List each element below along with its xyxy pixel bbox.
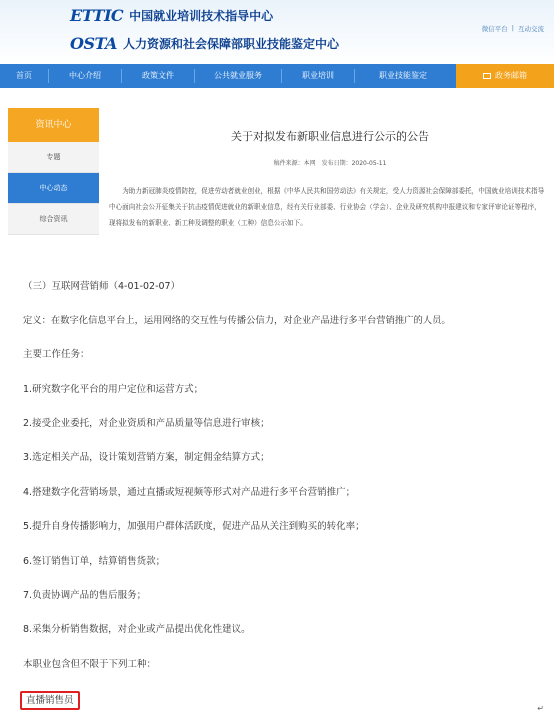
nav-skill-assessment[interactable]: 职业技能鉴定 — [379, 71, 427, 80]
article-lead: 为助力新冠肺炎疫情防控，促进劳动者就业创业，根据《中华人民共和国劳动法》有关规定，受人力资源社会保障部委托，中国就业培训技术指导中心面向社会公开征集关于抗击疫情促进就业的新职业信息，经有关行业部委、行业协会（学会）、企业及研究机构申报建议和专家评审论证等程序，现将拟发布的新职业、新工种及调整的职业（工种）信息公示如下。 — [109, 187, 545, 227]
sidebar — [8, 108, 99, 235]
cettic-logo-mark: ETTIC — [70, 6, 124, 25]
job-title: 直播销售员 — [20, 691, 80, 710]
wechat-link[interactable]: 微信平台 — [481, 25, 508, 33]
link-separator: | — [511, 24, 514, 32]
article-header — [110, 128, 550, 167]
cettic-name: 中国就业培训技术指导中心 — [129, 9, 274, 23]
includes-label: 本职业包含但不限于下列工种： — [23, 659, 157, 670]
sidebar-item-topics[interactable]: 专题 — [8, 142, 99, 173]
osta-logo-mark: OSTA — [70, 34, 117, 53]
sidebar-title: 资讯中心 — [8, 108, 99, 142]
site-header — [0, 0, 554, 64]
mail-icon — [483, 73, 491, 79]
nav-mail-button[interactable] — [456, 64, 554, 88]
section-heading: （三）互联网营销师（4-01-02-07） — [23, 281, 181, 292]
task-item: 7.负责协调产品的售后服务； — [23, 590, 147, 601]
task-item: 4.搭建数字化营销场景，通过直播或短视频等形式对产品进行多平台营销推广； — [23, 487, 356, 498]
return-mark-icon: ↵ — [537, 704, 544, 713]
tasks-label: 主要工作任务： — [23, 349, 90, 360]
task-item: 3.选定相关产品，设计策划营销方案，制定佣金结算方式； — [23, 452, 270, 463]
nav-mail-label: 政务邮箱 — [495, 71, 527, 80]
nav-policy[interactable]: 政策文件 — [142, 71, 174, 80]
top-links — [482, 24, 544, 33]
task-item: 8.采集分析销售数据，对企业或产品提出优化性建议。 — [23, 624, 251, 635]
nav-about[interactable]: 中心介绍 — [69, 71, 101, 80]
task-item: 2.接受企业委托，对企业资质和产品质量等信息进行审核； — [23, 418, 270, 429]
osta-name: 人力资源和社会保障部职业技能鉴定中心 — [122, 37, 339, 51]
definition: 定义：在数字化信息平台上，运用网络的交互性与传播公信力，对企业产品进行多平台营销推广的人员。 — [23, 315, 451, 326]
nav-training[interactable]: 职业培训 — [302, 71, 334, 80]
task-item: 6.签订销售订单，结算销售货款； — [23, 556, 166, 567]
sidebar-item-general[interactable]: 综合资讯 — [8, 204, 99, 235]
article-meta: 稿件来源：本网 发布日期：2020-05-11 — [273, 160, 387, 167]
job-highlight — [20, 692, 80, 706]
nav-home[interactable]: 首页 — [16, 71, 32, 80]
logo-osta[interactable] — [70, 34, 339, 53]
interaction-link[interactable]: 互动交流 — [518, 25, 544, 33]
task-item: 1.研究数字化平台的用户定位和运营方式； — [23, 384, 204, 395]
nav-employment[interactable]: 公共就业服务 — [214, 71, 262, 80]
main-nav — [0, 64, 554, 88]
logo-cettic[interactable] — [70, 6, 273, 25]
article-title: 关于对拟发布新职业信息进行公示的公告 — [231, 130, 429, 143]
task-item: 5.提升自身传播影响力，加强用户群体活跃度，促进产品从关注到购买的转化率； — [23, 521, 365, 532]
sidebar-item-news[interactable]: 中心动态 — [8, 173, 99, 204]
